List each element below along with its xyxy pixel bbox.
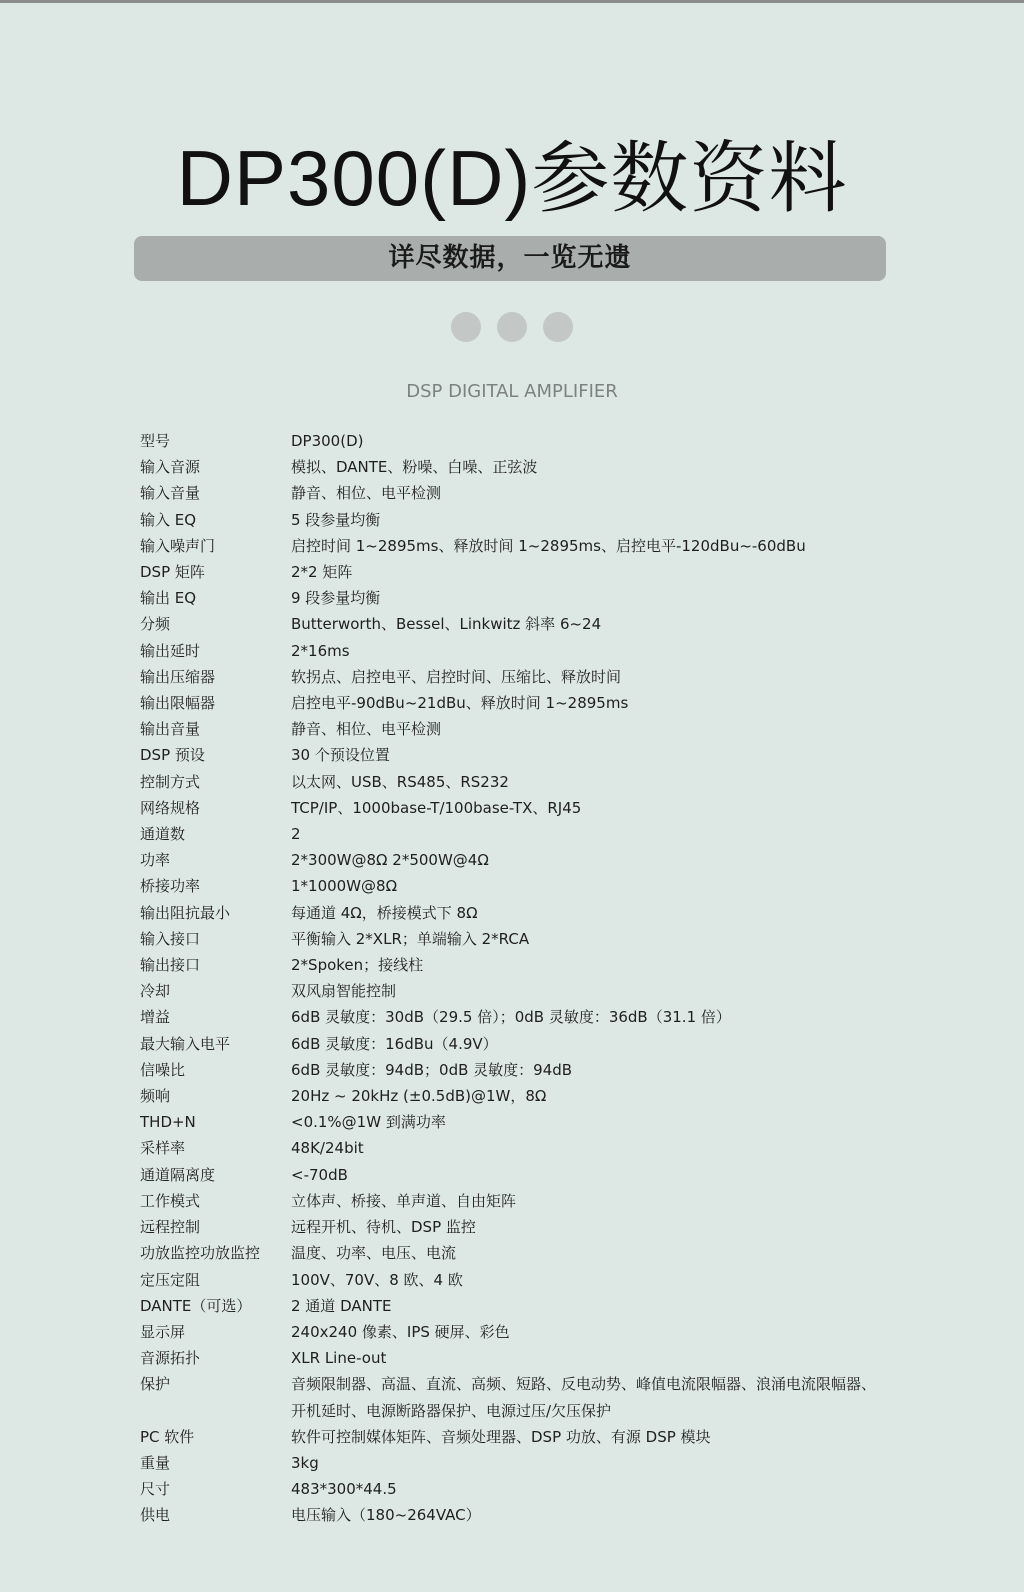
spec-value-text: 模拟、DANTE、粉噪、白噪、正弦波 [291,458,538,477]
spec-value-text: 483*300*44.5 [291,1480,397,1499]
spec-row [140,1319,900,1345]
spec-value [291,978,900,1004]
spec-value-text: Butterworth、Bessel、Linkwitz 斜率 6~24 [291,615,602,634]
spec-value-text: 平衡输入 2*XLR；单端输入 2*RCA [291,929,530,948]
spec-value [291,428,900,454]
spec-value [291,926,900,952]
spec-row [140,428,900,454]
spec-value [291,769,900,795]
spec-row [140,638,900,664]
page-title: DP300(D)参数资料 [176,134,848,222]
spec-label: 输出音量 [140,720,201,739]
spec-value [291,1345,900,1371]
spec-label: 信噪比 [140,1060,186,1079]
spec-label: 音源拓扑 [140,1349,201,1368]
spec-label: 功放监控功放监控 [140,1244,261,1263]
spec-label: 桥接功率 [140,877,201,896]
spec-row [140,873,900,899]
spec-label: 输出阻抗最小 [140,903,231,922]
spec-row [140,1004,900,1030]
spec-row [140,1031,900,1057]
spec-value [291,952,900,978]
section-subtitle: DSP DIGITAL AMPLIFIER [406,381,618,402]
spec-label: DANTE（可选） [140,1296,252,1315]
spec-value-text: 3kg [291,1453,319,1472]
spec-row [140,533,900,559]
spec-row [140,1214,900,1240]
spec-label: PC 软件 [140,1427,195,1446]
spec-value-text: 48K/24bit [291,1139,364,1158]
spec-row [140,664,900,690]
spec-row [140,978,900,1004]
spec-row [140,507,900,533]
spec-value-text: 音频限制器、高温、直流、高频、短路、反电动势、峰值电流限幅器、浪涌电流限幅器、 [291,1375,877,1394]
spec-value-text: 2*16ms [291,641,350,660]
spec-value-text: 2 [291,825,301,844]
dot-icon [451,312,481,342]
spec-label: 输出接口 [140,956,201,975]
spec-row [140,480,900,506]
spec-value [291,821,900,847]
spec-label: 输出 EQ [140,589,197,608]
spec-value [291,1162,900,1188]
spec-value-text: 远程开机、待机、DSP 监控 [291,1218,476,1237]
spec-label: 增益 [140,1008,171,1027]
spec-label: 采样率 [140,1139,186,1158]
spec-row [140,1424,900,1450]
spec-label: 重量 [140,1453,171,1472]
spec-label: 通道数 [140,825,186,844]
banner: 详尽数据，一览无遗 [134,236,886,281]
spec-value [291,1267,900,1293]
spec-row [140,1502,900,1528]
spec-value [291,1004,900,1030]
spec-row [140,769,900,795]
spec-row [140,611,900,637]
spec-value-text: DP300(D) [291,432,364,450]
spec-row [140,690,900,716]
decorative-dots [451,312,573,342]
spec-value [291,1135,900,1161]
spec-value [291,1502,900,1528]
spec-row [140,926,900,952]
spec-value-text: 2*2 矩阵 [291,563,353,582]
spec-label: 输入噪声门 [140,536,216,555]
spec-row [140,1188,900,1214]
spec-row [140,1057,900,1083]
spec-label: 通道隔离度 [140,1165,216,1184]
spec-value [291,1214,900,1240]
spec-row [140,585,900,611]
spec-value [291,454,900,480]
spec-label: 供电 [140,1506,171,1525]
dot-icon [543,312,573,342]
spec-label: 输入接口 [140,929,201,948]
spec-label: 网络规格 [140,798,201,817]
spec-value [291,480,900,506]
spec-value [291,1083,900,1109]
spec-row [140,1345,900,1371]
spec-value-text: 开机延时、电源断路器保护、电源过压/欠压保护 [291,1401,612,1420]
spec-label: 频响 [140,1087,171,1106]
spec-label: 输入音源 [140,458,201,477]
spec-value [291,716,900,742]
spec-value-text: 6dB 灵敏度：30dB（29.5 倍）；0dB 灵敏度：36dB（31.1 倍） [291,1008,731,1027]
spec-value-text: 软件可控制媒体矩阵、音频处理器、DSP 功放、有源 DSP 模块 [291,1427,711,1446]
spec-value [291,1424,900,1450]
spec-label: DSP 预设 [140,746,205,765]
spec-value [291,690,900,716]
spec-value [291,585,900,611]
spec-row [140,559,900,585]
spec-value-text: XLR Line-out [291,1349,387,1368]
spec-value [291,1476,900,1502]
spec-row [140,716,900,742]
spec-value [291,1293,900,1319]
spec-value-text: 启控时间 1~2895ms、释放时间 1~2895ms、启控电平-120dBu~-60dBu [291,536,806,555]
spec-value [291,1109,900,1135]
spec-value [291,1031,900,1057]
spec-value-text: 20Hz ~ 20kHz (±0.5dB)@1W，8Ω [291,1087,547,1106]
spec-label: 显示屏 [140,1322,186,1341]
spec-value [291,742,900,768]
spec-value-text: 30 个预设位置 [291,746,390,765]
spec-value [291,1450,900,1476]
top-divider [0,0,1024,3]
spec-label: 冷却 [140,982,171,1001]
spec-label: 输出压缩器 [140,667,216,686]
spec-value-text: 9 段参量均衡 [291,589,381,608]
spec-value-text: 静音、相位、电平检测 [291,484,442,503]
spec-label: 型号 [140,432,171,450]
spec-value [291,847,900,873]
spec-label: 分频 [140,615,171,634]
spec-value-text: <0.1%@1W 到满功率 [291,1113,446,1132]
spec-value-text: 5 段参量均衡 [291,510,381,529]
spec-value [291,664,900,690]
spec-value-text: 1*1000W@8Ω [291,877,398,896]
spec-value [291,533,900,559]
spec-value [291,900,900,926]
spec-row [140,1162,900,1188]
spec-value-text: 电压输入（180~264VAC） [291,1506,481,1525]
spec-row [140,1267,900,1293]
spec-value [291,873,900,899]
spec-row [140,1371,900,1423]
dot-icon [497,312,527,342]
spec-label: 最大输入电平 [140,1034,231,1053]
spec-value-text: 100V、70V、8 欧、4 欧 [291,1270,463,1289]
spec-label: DSP 矩阵 [140,563,205,582]
spec-row [140,900,900,926]
spec-row [140,847,900,873]
spec-row [140,795,900,821]
spec-value-text: 静音、相位、电平检测 [291,720,442,739]
spec-value-text: 软拐点、启控电平、启控时间、压缩比、释放时间 [291,667,622,686]
spec-label: 输入音量 [140,484,201,503]
spec-label: THD+N [140,1113,196,1132]
spec-value-text: <-70dB [291,1165,348,1184]
spec-value [291,1371,900,1423]
spec-value [291,559,900,585]
spec-value-text: TCP/IP、1000base-T/100base-TX、RJ45 [291,798,582,817]
spec-label: 远程控制 [140,1218,201,1237]
spec-value-text: 6dB 灵敏度：94dB；0dB 灵敏度：94dB [291,1060,573,1079]
spec-value [291,1057,900,1083]
spec-label: 控制方式 [140,772,201,791]
spec-value-text: 2*300W@8Ω 2*500W@4Ω [291,851,489,870]
spec-row [140,1109,900,1135]
spec-value-text: 双风扇智能控制 [291,982,397,1001]
spec-row [140,821,900,847]
spec-value-text: 温度、功率、电压、电流 [291,1244,457,1263]
spec-row [140,1293,900,1319]
spec-table [140,428,900,1529]
spec-value-text: 启控电平-90dBu~21dBu、释放时间 1~2895ms [291,694,629,713]
spec-row [140,1135,900,1161]
spec-value [291,795,900,821]
spec-value-text: 2*Spoken；接线柱 [291,956,424,975]
spec-row [140,1476,900,1502]
spec-value-text: 240x240 像素、IPS 硬屏、彩色 [291,1322,510,1341]
spec-label: 功率 [140,851,171,870]
spec-value-text: 2 通道 DANTE [291,1296,392,1315]
spec-label: 尺寸 [140,1480,171,1499]
spec-value-text: 以太网、USB、RS485、RS232 [291,772,509,791]
spec-value [291,507,900,533]
spec-value-text: 每通道 4Ω，桥接模式下 8Ω [291,903,478,922]
spec-value [291,611,900,637]
spec-label: 输出限幅器 [140,694,216,713]
spec-row [140,742,900,768]
spec-row [140,1083,900,1109]
spec-label: 定压定阻 [140,1270,201,1289]
spec-value [291,1319,900,1345]
spec-value [291,1240,900,1266]
spec-label: 输出延时 [140,641,201,660]
spec-label: 输入 EQ [140,510,197,529]
spec-value-text: 立体声、桥接、单声道、自由矩阵 [291,1191,517,1210]
spec-label: 保护 [140,1375,171,1394]
spec-value [291,1188,900,1214]
spec-value [291,638,900,664]
spec-row [140,1450,900,1476]
spec-row [140,454,900,480]
spec-row [140,952,900,978]
spec-row [140,1240,900,1266]
spec-label: 工作模式 [140,1191,201,1210]
spec-value-text: 6dB 灵敏度：16dBu（4.9V） [291,1034,498,1053]
